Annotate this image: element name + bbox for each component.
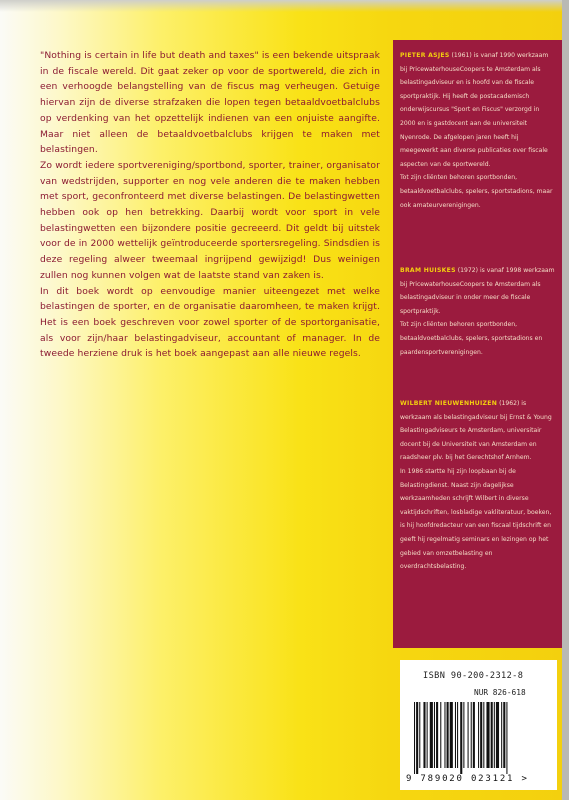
isbn-number: ISBN 90-200-2312-8 <box>423 671 524 681</box>
blurb-paragraph-2: Zo wordt iedere sportvereniging/sportbond, sporter, trainer, organisator van wedstrijden, supporter en nog vele anderen die te maken hebben met sport, geconfronteerd met diverse belastingen. De belastingwetten hebben ook op hen betrekking. Daarbij wordt voor sport in vele belastingwetten een bijzondere positie gecreeerd. Dit geldt bij uitstek voor de in 2000 wettelijk geïntroduceerde sportersregeling. Sindsdien is deze regeling alweer tweemaal ingrijpend gewijzigd! Dus weinigen zullen nog kunnen volgen wat de laatste stand van zaken is. <box>40 159 380 281</box>
author-bio-wilbert-nieuwenhuizen <box>400 397 556 574</box>
author-bio-text: Tot zijn cliënten behoren sportbonden, betaaldvoetbalclubs, spelers, sportstadions, maar ook amateurverenigingen. <box>400 174 553 209</box>
author-bio-text: In 1986 startte hij zijn loopbaan bij de Belastingdienst. Naast zijn dagelijkse werkzaamheden schrijft Wilbert in diverse vaktijdschriften, losbladige vakliteratuur, boeken, is hij hoofdredacteur van een fiscaal tijdschrift en geeft hij regelmatig seminars en lezingen op het gebied van omzetbelasting en overdrachtsbelasting. <box>400 467 552 571</box>
author-name: WILBERT NIEUWENHUIZEN <box>400 400 498 407</box>
barcode-bar <box>444 702 445 768</box>
barcode-bar <box>480 702 482 768</box>
barcode-bar <box>423 702 425 768</box>
cover-right-edge <box>562 0 569 800</box>
barcode-bar <box>503 702 505 768</box>
cover-top-shadow <box>0 0 569 12</box>
blurb-paragraph-3: In dit boek wordt op eenvoudige manier uiteengezet met welke belastingen de sporter, en de organisatie daaromheen, te maken krijgt. Het is een boek geschreven voor zowel sporter of de sportorganisatie, als voor zijn/haar belastingadviseur, accountant of manager. In de tweede herziene druk is het boek aangepast aan alle nieuwe regels. <box>40 285 380 360</box>
barcode-bar <box>414 702 415 774</box>
barcode-bar <box>471 702 472 768</box>
author-bio-pieter-asjes <box>400 49 556 212</box>
barcode-bar <box>460 702 462 774</box>
barcode-bar <box>506 702 507 774</box>
author-bio-text: Tot zijn cliënten behoren sportbonden, betaaldvoetbalclubs, spelers, sportstadions en paardensportverenigingen. <box>400 321 543 356</box>
author-name: BRAM HUISKES <box>400 267 456 274</box>
barcode-bar <box>483 702 484 768</box>
barcode-bar <box>496 702 499 768</box>
author-sidebar <box>393 40 562 648</box>
barcode-bar <box>457 702 458 768</box>
blurb-text <box>40 48 380 362</box>
barcode-digits: 9 789020 023121 > <box>406 774 529 784</box>
barcode-bar <box>416 702 418 774</box>
barcode-bar <box>450 702 453 768</box>
barcode-bar <box>468 702 469 768</box>
author-bio-bram-huiskes <box>400 264 556 359</box>
barcode-bar <box>440 702 441 768</box>
barcode-bar <box>455 702 456 768</box>
barcode-panel <box>400 660 557 790</box>
author-bio-text: (1972) is vanaf 1998 werkzaam bij PricewaterhouseCoopers te Amsterdam als belastingadviseur in onder meer de fiscale sportpraktijk. <box>400 267 555 315</box>
author-bio-text: (1961) is vanaf 1990 werkzaam bij PricewaterhouseCoopers te Amsterdam als belastingadviseur en is hoofd van de fiscale sportpraktijk. Hij heeft de postacademisch onderwijscursus "Sport en Fiscus" verzorgd in 2000 en is gastdocent aan de universiteit Nyenrode. De afgelopen jaren heeft hij meegewerkt aan diverse publicaties over fiscale aspecten van de sportwereld. <box>400 52 549 168</box>
barcode-bar <box>486 702 489 768</box>
author-name: PIETER ASJES <box>400 52 450 59</box>
barcode-bar <box>501 702 502 768</box>
barcode-bar <box>436 702 438 768</box>
nur-code: NUR 826-618 <box>474 688 526 697</box>
barcode-bar <box>494 702 495 768</box>
blurb-paragraph-1: "Nothing is certain in life but death and taxes" is een bekende uitspraak in de fiscale wereld. Dit gaat zeker op voor de sportwereld, die zich in een verhoogde belangstelling van de fiscus mag verheugen. Getuige hiervan zijn de diverse strafzaken die lopen tegen betaaldvoetbalclubs op verdenking van het opzettelijk indienen van een onjuiste aangifte. Maar niet alleen de betaaldvoetbalclubs krijgen te maken met belastingen. <box>40 50 380 156</box>
barcode-bar <box>478 702 479 768</box>
barcode-icon <box>414 702 544 774</box>
barcode-bar <box>427 702 428 768</box>
barcode-bar <box>491 702 493 768</box>
author-bio-text: (1962) is werkzaam als belastingadviseur bij Ernst & Young Belastingadviseurs te Amsterdam, universitair docent bij de Universiteit van Amsterdam en raadsheer plv. bij het Gerechtshof Arnhem. <box>400 400 552 462</box>
barcode-bar <box>419 702 420 768</box>
barcode-bar <box>473 702 475 768</box>
barcode-bar <box>463 702 464 768</box>
barcode-bar <box>434 702 435 768</box>
barcode-bar <box>447 702 449 768</box>
barcode-bar <box>430 702 433 768</box>
